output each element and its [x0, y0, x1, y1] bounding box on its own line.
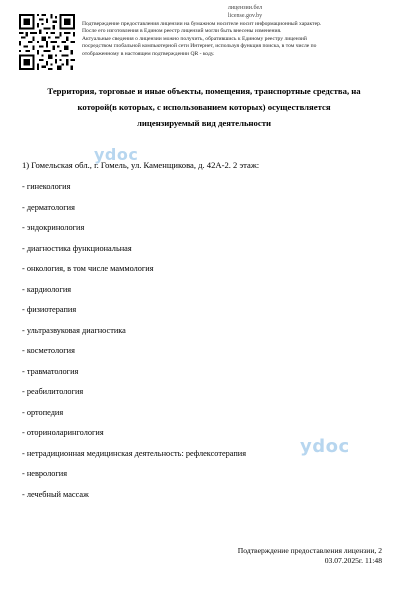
- address-line: 1) Гомельская обл., г. Гомель, ул. Каменщикова, д. 42А-2. 2 этаж:: [22, 160, 260, 170]
- heading-line: лицензируемый вид деятельности: [136, 118, 272, 128]
- list-item: - гинекология: [22, 182, 71, 191]
- list-item: - онкология, в том числе маммология: [22, 264, 154, 273]
- list-item: - физиотерапия: [22, 305, 77, 314]
- list-item: - травматология: [22, 366, 79, 376]
- list-item: - диагностика функциональная: [22, 243, 132, 253]
- footer-caption: Подтверждение предоставления лицензии, 2: [237, 546, 382, 555]
- list-item: - оториноларингология: [22, 428, 104, 437]
- notice-line: отображенному в настоящем подтверждении QR - коду.: [82, 50, 215, 57]
- watermark-logo: ydoc: [300, 436, 350, 457]
- site-header: [200, 4, 290, 20]
- services-list: [22, 182, 246, 510]
- notice-line: Подтверждение предоставления лицензии на бумажном носителе носит информационный характер.: [82, 21, 322, 27]
- list-item: - лечебный массаж: [22, 489, 89, 499]
- list-item: - ультразвуковая диагностика: [22, 325, 126, 335]
- list-item: - неврология: [22, 469, 68, 478]
- list-item: - нетрадиционная медицинская деятельность: рефлексотерапия: [22, 448, 247, 458]
- qr-code-icon: [19, 14, 75, 70]
- site-name-cyrillic[interactable]: лицензии.бел: [227, 5, 263, 11]
- footer-timestamp: 03.07.2025г. 11:48: [324, 556, 382, 565]
- watermark-logo: ydoc: [94, 145, 139, 164]
- notice-line: Актуальные сведения о лицензии можно получить, обратившись к Единому реестру лицензий: [82, 35, 307, 42]
- disclaimer-notice: [82, 21, 392, 58]
- list-item: - ортопедия: [22, 407, 64, 417]
- heading-line: которой(в которых, с использованием которых) осуществляется: [77, 102, 331, 112]
- list-item: - кардиология: [22, 284, 72, 294]
- list-item: - реабилитология: [22, 387, 84, 396]
- site-name-latin[interactable]: license.gov.by: [227, 13, 263, 19]
- list-item: - эндокринология: [22, 223, 85, 232]
- heading-line: Территория, торговые и иные объекты, помещения, транспортные средства, на: [47, 86, 361, 96]
- list-item: - дерматология: [22, 202, 75, 212]
- notice-line: посредством глобальной компьютерной сети Интернет, используя функция поиска, в том числе по: [82, 43, 317, 50]
- notice-line: После его изготовления в Едином реестр лицензий могли быть внесены изменения.: [82, 28, 282, 35]
- section-heading: [12, 83, 396, 131]
- list-item: - косметология: [22, 346, 75, 355]
- page-footer: [238, 546, 382, 566]
